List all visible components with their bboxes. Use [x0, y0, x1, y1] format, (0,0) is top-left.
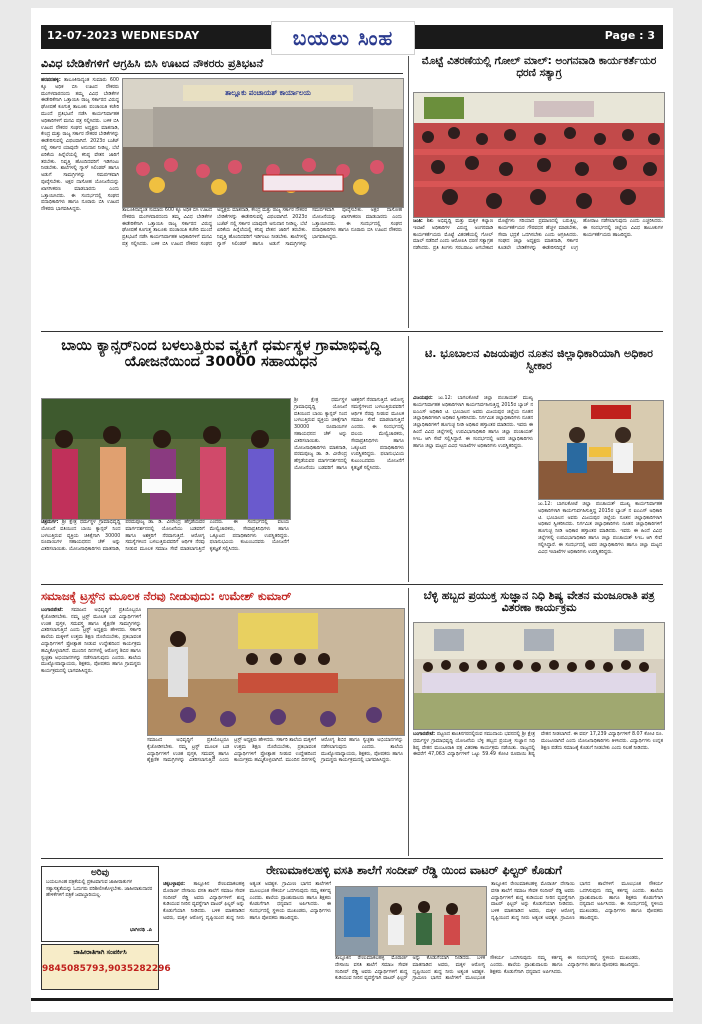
- divider: [41, 584, 663, 585]
- notice-title: ಅರಿವು: [90, 868, 110, 878]
- article-6-headline: ಬೆಳ್ಳಿ ಹಬ್ಬದ ಪ್ರಯುಕ್ತ ಸುಜ್ಞಾನ ನಿಧಿ ಶಿಷ್ಯ ವೇತನ ಮಂಜೂರಾತಿ ಪತ್ರ ವಿತರಣಾ ಕಾರ್ಯಕ್ರಮ: [423, 589, 655, 615]
- notice-signature: ಭಾಗೀರಥಿ .ಪಿ: [129, 927, 152, 933]
- photo-banner-text: ತಾಲ್ಲೂಕು ಪಂಚಾಯತ್ ಕಾರ್ಯಾಲಯ: [225, 89, 311, 97]
- article-5-body-col2: ಸಮಾಜದ ಅಭಿವೃದ್ಧಿಗೆ ಪ್ರತಿಯೊಬ್ಬರೂ ಕೈಜೋಡಿಸಬೇಕು. ನಮ್ಮ ಟ್ರಸ್ಟ್ ಮೂಲಕ ಬಡ ವಿದ್ಯಾರ್ಥಿಗಳಿಗೆ ಉಚಿತ ಪುಸ್ತಕ, ಸಮವಸ್ತ್ರ ಹಾಗೂ ಶೈಕ್ಷಣಿಕ ಸಾಮಗ್ರಿಗಳನ್ನು ವಿತರಿಸಲಾಗುತ್ತಿದೆ ಎಂದು ಟ್ರಸ್ಟ್ ಅಧ್ಯಕ್ಷರು ಹೇಳಿದರು. ಸರ್ಕಾರಿ ಶಾಲೆಯ ಮಕ್ಕಳಿಗೆ ಉತ್ತಮ ಶಿಕ್ಷಣ ದೊರೆಯಬೇಕು, ಪ್ರತಿಭಾವಂತ ವಿದ್ಯಾರ್ಥಿಗಳಿಗೆ ಪ್ರೋತ್ಸಾಹ ನೀಡುವ ಉದ್ದೇಶದಿಂದ ಕಾರ್ಯಕ್ರಮ ಹಮ್ಮಿಕೊಳ್ಳಲಾಗಿದೆ. ಮುಂದಿನ ದಿನಗಳಲ್ಲಿ ಆರೋಗ್ಯ ಶಿಬಿರ ಹಾಗೂ ಸ್ವಚ್ಛತಾ ಅಭಿಯಾನಗಳನ್ನು ನಡೆಸಲಾಗುವುದು ಎಂದರು. ಶಾಲೆಯ ಮುಖ್ಯೋಪಾಧ್ಯಾಯರು, ಶಿಕ್ಷಕರು, ಪೋಷಕರು ಹಾಗೂ ಗ್ರಾಮಸ್ಥರು ಕಾರ್ಯಕ್ರಮದಲ್ಲಿ ಭಾಗವಹಿಸಿದ್ದರು.: [147, 738, 403, 764]
- masthead-title: ಬಯಲು ಸಿಂಹ: [271, 21, 415, 55]
- article-2-headline: ಮೊಟ್ಟೆ ವಿತರಣೆಯಲ್ಲಿ ಗೋಲ್ ಮಾಲ್: ಅಂಗನವಾಡಿ ಕಾರ್ಯಕರ್ತೆಯರ ಧರಣಿ ಸತ್ಯಾಗ್ರ: [421, 55, 657, 79]
- article-7-body-col1: ಚಿಕ್ಕಬಳ್ಳಾಪುರ: ತಾಲ್ಲೂಕಿನ ರೇಣುಮಾಕಲಹಳ್ಳಿ ಮೊರಾರ್ಜಿ ದೇಸಾಯಿ ವಸತಿ ಶಾಲೆಗೆ ಸಮಾಜ ಸೇವಕ ಸಂದೀಪ್ ರೆಡ್ಡಿ ಅವರು ವಿದ್ಯಾರ್ಥಿಗಳಿಗೆ ಶುದ್ಧ ಕುಡಿಯುವ ನೀರಿನ ವ್ಯವಸ್ಥೆಗಾಗಿ ವಾಟರ್ ಫಿಲ್ಟರ್ ಅನ್ನು ಕೊಡುಗೆಯಾಗಿ ನೀಡಿದರು. ಬಳಿಕ ಮಾತನಾಡಿದ ಅವರು, ಮಕ್ಕಳ ಆರೋಗ್ಯ ದೃಷ್ಟಿಯಿಂದ ಶುದ್ಧ ನೀರು ಅತ್ಯಂತ ಅವಶ್ಯಕ. ಗ್ರಾಮೀಣ ಭಾಗದ ಶಾಲೆಗಳಿಗೆ ಮೂಲಭೂತ ಸೌಕರ್ಯ ಒದಗಿಸುವುದು ನಮ್ಮ ಕರ್ತವ್ಯ ಎಂದರು. ಶಾಲೆಯ ಪ್ರಾಂಶುಪಾಲರು ಹಾಗೂ ಶಿಕ್ಷಕರು ಕೊಡುಗೆಗಾಗಿ ಧನ್ಯವಾದ ಅರ್ಪಿಸಿದರು. ಈ ಸಂದರ್ಭದಲ್ಲಿ ಸ್ಥಳೀಯ ಮುಖಂಡರು, ವಿದ್ಯಾರ್ಥಿಗಳು ಹಾಗೂ ಪೋಷಕರು ಹಾಜರಿದ್ದರು.: [163, 882, 331, 921]
- article-1-headline: ವಿವಿಧ ಬೇಡಿಕೆಗಳಿಗೆ ಆಗ್ರಹಿಸಿ ಬಿಸಿ ಊಟದ ನೌಕರರು ಪ್ರತಿಭಟನೆ: [41, 57, 264, 70]
- page-number: Page : 3: [604, 29, 655, 42]
- article-1-body-col2: ತಾಲೂಕಿನಾದ್ಯಂತ ಸುಮಾರು 600 ಕ್ಕೂ ಅಧಿಕ ಬಿಸಿ ಊಟದ ನೌಕರರು ಮಂಗಳವಾರದಂದು ತಮ್ಮ ವಿವಿಧ ಬೇಡಿಕೆಗಳ ಈಡೇರಿಕೆಗಾಗಿ ಒತ್ತಾಯಿಸಿ ರಾಜ್ಯ ಸರ್ಕಾರದ ವಿರುದ್ಧ ಘೋಷಣೆ ಕೂಗುತ್ತ ತಾಲೂಕು ಪಂಚಾಯಿತಿ ಕಚೇರಿ ಮುಂದೆ ಪ್ರತಿಭಟನೆ ನಡೆಸಿ ಕಾರ್ಯನಿರ್ವಾಹಕ ಅಧಿಕಾರಿಗಳಿಗೆ ಮನವಿ ಪತ್ರ ಸಲ್ಲಿಸಿದರು. ಬಳಿಕ ಬಿಸಿ ಊಟದ ನೌಕರರ ಸಂಘದ ಅಧ್ಯಕ್ಷರು ಮಾತನಾಡಿ, ಕೇಂದ್ರ ಮತ್ತು ರಾಜ್ಯ ಸರ್ಕಾರ ನೌಕರರ ಬೇಡಿಕೆಗಳನ್ನು ಈಡೇರಿಸುವಲ್ಲಿ ವಿಫಲವಾಗಿದೆ. 2023ರ ಬಜೆಟ್ ನಲ್ಲಿ ಸರ್ಕಾರ ಯಾವುದೇ ಅನುದಾನ ನೀಡಿಲ್ಲ. ಬೆಲೆ ಏರಿಕೆಯ ಹಿನ್ನೆಲೆಯಲ್ಲಿ ಕನಿಷ್ಠ ವೇತನ ಜಾರಿಗೆ ತರಬೇಕು. ನಿವೃತ್ತಿ ಹೊಂದಿದವರಿಗೆ ಇಡಿಗಂಟು ನೀಡಬೇಕು. ಶಾಲೆಗಳಲ್ಲಿ ಗ್ಯಾಸ್ ಸಿಲಿಂಡರ್ ಹಾಗೂ ಅಡುಗೆ ಸಾಮಗ್ರಿಗಳನ್ನು ಸಮರ್ಪಕವಾಗಿ ಪೂರೈಸಬೇಕು. ಅಕ್ಷರ ದಾಸೋಹ ಯೋಜನೆಯನ್ನು ಖಾಸಗೀಕರಣ ಮಾಡಬಾರದು ಎಂದು ಒತ್ತಾಯಿಸಿದರು. ಈ ಸಂದರ್ಭದಲ್ಲಿ ಸಂಘದ ಪದಾಧಿಕಾರಿಗಳು ಹಾಗೂ ನೂರಾರು ಬಿಸಿ ಊಟದ ನೌಕರರು ಭಾಗವಹಿಸಿದ್ದರು.: [122, 208, 402, 247]
- article-6-photo: [413, 622, 665, 730]
- article-7-headline: ರೇಣುಮಾಕಲಹಳ್ಳಿ ವಸತಿ ಶಾಲೆಗೆ ಸಂದೀಪ್ ರೆಡ್ಡಿ ಯಿಂದ ವಾಟರ್ ಫಿಲ್ಟರ್ ಕೊಡುಗೆ: [266, 863, 562, 877]
- divider: [41, 331, 663, 332]
- column-divider: [408, 56, 409, 328]
- article-1-body-col1: ಹರಪನಹಳ್ಳಿ: ತಾಲೂಕಿನಾದ್ಯಂತ ಸುಮಾರು 600 ಕ್ಕೂ ಅಧಿಕ ಬಿಸಿ ಊಟದ ನೌಕರರು ಮಂಗಳವಾರದಂದು ತಮ್ಮ ವಿವಿಧ ಬೇಡಿಕೆಗಳ ಈಡೇರಿಕೆಗಾಗಿ ಒತ್ತಾಯಿಸಿ ರಾಜ್ಯ ಸರ್ಕಾರದ ವಿರುದ್ಧ ಘೋಷಣೆ ಕೂಗುತ್ತ ತಾಲೂಕು ಪಂಚಾಯಿತಿ ಕಚೇರಿ ಮುಂದೆ ಪ್ರತಿಭಟನೆ ನಡೆಸಿ ಕಾರ್ಯನಿರ್ವಾಹಕ ಅಧಿಕಾರಿಗಳಿಗೆ ಮನವಿ ಪತ್ರ ಸಲ್ಲಿಸಿದರು. ಬಳಿಕ ಬಿಸಿ ಊಟದ ನೌಕರರ ಸಂಘದ ಅಧ್ಯಕ್ಷರು ಮಾತನಾಡಿ, ಕೇಂದ್ರ ಮತ್ತು ರಾಜ್ಯ ಸರ್ಕಾರ ನೌಕರರ ಬೇಡಿಕೆಗಳನ್ನು ಈಡೇರಿಸುವಲ್ಲಿ ವಿಫಲವಾಗಿದೆ. 2023ರ ಬಜೆಟ್ ನಲ್ಲಿ ಸರ್ಕಾರ ಯಾವುದೇ ಅನುದಾನ ನೀಡಿಲ್ಲ. ಬೆಲೆ ಏರಿಕೆಯ ಹಿನ್ನೆಲೆಯಲ್ಲಿ ಕನಿಷ್ಠ ವೇತನ ಜಾರಿಗೆ ತರಬೇಕು. ನಿವೃತ್ತಿ ಹೊಂದಿದವರಿಗೆ ಇಡಿಗಂಟು ನೀಡಬೇಕು. ಶಾಲೆಗಳಲ್ಲಿ ಗ್ಯಾಸ್ ಸಿಲಿಂಡರ್ ಹಾಗೂ ಅಡುಗೆ ಸಾಮಗ್ರಿಗಳನ್ನು ಸಮರ್ಪಕವಾಗಿ ಪೂರೈಸಬೇಕು. ಅಕ್ಷರ ದಾಸೋಹ ಯೋಜನೆಯನ್ನು ಖಾಸಗೀಕರಣ ಮಾಡಬಾರದು ಎಂದು ಒತ್ತಾಯಿಸಿದರು. ಈ ಸಂದರ್ಭದಲ್ಲಿ ಸಂಘದ ಪದಾಧಿಕಾರಿಗಳು ಹಾಗೂ ನೂರಾರು ಬಿಸಿ ಊಟದ ನೌಕರರು ಭಾಗವಹಿಸಿದ್ದರು.: [41, 78, 119, 213]
- divider: [41, 858, 663, 859]
- newspaper-page: [31, 8, 673, 1012]
- column-divider: [408, 588, 409, 856]
- article-5-body-col1: ಬಂಗಾರಪೇಟೆ: ಸಮಾಜದ ಅಭಿವೃದ್ಧಿಗೆ ಪ್ರತಿಯೊಬ್ಬರೂ ಕೈಜೋಡಿಸಬೇಕು. ನಮ್ಮ ಟ್ರಸ್ಟ್ ಮೂಲಕ ಬಡ ವಿದ್ಯಾರ್ಥಿಗಳಿಗೆ ಉಚಿತ ಪುಸ್ತಕ, ಸಮವಸ್ತ್ರ ಹಾಗೂ ಶೈಕ್ಷಣಿಕ ಸಾಮಗ್ರಿಗಳನ್ನು ವಿತರಿಸಲಾಗುತ್ತಿದೆ ಎಂದು ಟ್ರಸ್ಟ್ ಅಧ್ಯಕ್ಷರು ಹೇಳಿದರು. ಸರ್ಕಾರಿ ಶಾಲೆಯ ಮಕ್ಕಳಿಗೆ ಉತ್ತಮ ಶಿಕ್ಷಣ ದೊರೆಯಬೇಕು, ಪ್ರತಿಭಾವಂತ ವಿದ್ಯಾರ್ಥಿಗಳಿಗೆ ಪ್ರೋತ್ಸಾಹ ನೀಡುವ ಉದ್ದೇಶದಿಂದ ಕಾರ್ಯಕ್ರಮ ಹಮ್ಮಿಕೊಳ್ಳಲಾಗಿದೆ. ಮುಂದಿನ ದಿನಗಳಲ್ಲಿ ಆರೋಗ್ಯ ಶಿಬಿರ ಹಾಗೂ ಸ್ವಚ್ಛತಾ ಅಭಿಯಾನಗಳನ್ನು ನಡೆಸಲಾಗುವುದು ಎಂದರು. ಶಾಲೆಯ ಮುಖ್ಯೋಪಾಧ್ಯಾಯರು, ಶಿಕ್ಷಕರು, ಪೋಷಕರು ಹಾಗೂ ಗ್ರಾಮಸ್ಥರು ಕಾರ್ಯಕ್ರಮದಲ್ಲಿ ಭಾಗವಹಿಸಿದ್ದರು.: [41, 608, 141, 675]
- divider: [41, 73, 403, 74]
- ad-title: ಜಾಹೀರಾತಿಗಾಗಿ ಸಂಪರ್ಕಿಸಿ: [73, 948, 127, 956]
- footer-band: [31, 998, 673, 1001]
- article-6-body: ಬಂಗಾರಪೇಟೆ: ಪಟ್ಟಣದ ಶಾಂತಿನಗರದಲ್ಲಿರುವ ಸಮುದಾಯ ಭವನದಲ್ಲಿ ಶ್ರೀ ಕ್ಷೇತ್ರ ಧರ್ಮಸ್ಥಳ ಗ್ರಾಮಾಭಿವೃದ್ಧಿ ಯೋಜನೆಯ ಬೆಳ್ಳಿ ಹಬ್ಬದ ಪ್ರಯುಕ್ತ ಸುಜ್ಞಾನ ನಿಧಿ ಶಿಷ್ಯ ವೇತನ ಮಂಜೂರಾತಿ ಪತ್ರ ವಿತರಣಾ ಕಾರ್ಯಕ್ರಮ ನಡೆಯಿತು. ರಾಜ್ಯದಲ್ಲಿ ಈವರೆಗೆ 47,063 ವಿದ್ಯಾರ್ಥಿಗಳಿಗೆ ಒಟ್ಟು 59.49 ಕೋಟಿ ರೂಪಾಯಿ ಶಿಷ್ಯ ವೇತನ ನೀಡಲಾಗಿದೆ. ಈ ವರ್ಷ 17,239 ವಿದ್ಯಾರ್ಥಿಗಳಿಗೆ 8.07 ಕೋಟಿ ರೂ. ಮಂಜೂರಾಗಿದೆ ಎಂದು ಯೋಜನಾಧಿಕಾರಿಗಳು ತಿಳಿಸಿದರು. ವಿದ್ಯಾರ್ಥಿಗಳು ಉನ್ನತ ಶಿಕ್ಷಣ ಪಡೆದು ಸಮಾಜಕ್ಕೆ ಕೊಡುಗೆ ನೀಡಬೇಕು ಎಂದು ಸಲಹೆ ನೀಡಿದರು.: [413, 732, 663, 758]
- article-4-body-col1: ವಿಜಯಪುರ: ಜು.12: ಬಾಗಲಕೋಟೆ ಜಿಲ್ಲಾ ಪಂಚಾಯತ್ ಮುಖ್ಯ ಕಾರ್ಯನಿರ್ವಾಹಕ ಅಧಿಕಾರಿಗಳಾಗಿ ಕಾರ್ಯನಿರ್ವಹಿಸುತ್ತಿದ್ದ 2015ರ ಬ್ಯಾಚ್ ನ ಐಎಎಸ್ ಅಧಿಕಾರಿ ಟಿ. ಭೂಬಾಲನ ಅವರು ವಿಜಯಪುರ ಜಿಲ್ಲೆಯ ನೂತನ ಜಿಲ್ಲಾಧಿಕಾರಿಗಳಾಗಿ ಅಧಿಕಾರ ಸ್ವೀಕರಿಸಿದರು. ನಿರ್ಗಮಿತ ಜಿಲ್ಲಾಧಿಕಾರಿಗಳು ನೂತನ ಜಿಲ್ಲಾಧಿಕಾರಿಗಳಿಗೆ ಹೂಗುಚ್ಛ ನೀಡಿ ಅಧಿಕಾರ ಹಸ್ತಾಂತರ ಮಾಡಿದರು. ಇವರು ಈ ಹಿಂದೆ ವಿವಿಧ ಜಿಲ್ಲೆಗಳಲ್ಲಿ ಉಪವಿಭಾಗಾಧಿಕಾರಿ ಹಾಗೂ ಜಿಲ್ಲಾ ಪಂಚಾಯತ್ ಸಿಇಒ ಆಗಿ ಸೇವೆ ಸಲ್ಲಿಸಿದ್ದಾರೆ. ಈ ಸಂದರ್ಭದಲ್ಲಿ ಅಪರ ಜಿಲ್ಲಾಧಿಕಾರಿಗಳು ಹಾಗೂ ಜಿಲ್ಲಾ ಮಟ್ಟದ ವಿವಿಧ ಇಲಾಖೆಗಳ ಅಧಿಕಾರಿಗಳು ಉಪಸ್ಥಿತರಿದ್ದರು.: [413, 396, 533, 449]
- article-3-body-col1: ಚಿತ್ರದುರ್ಗ: ಶ್ರೀ ಕ್ಷೇತ್ರ ಧರ್ಮಸ್ಥಳ ಗ್ರಾಮಾಭಿವೃದ್ಧಿ ಯೋಜನೆ ವತಿಯಿಂದ ಬಾಯಿ ಕ್ಯಾನ್ಸರ್ ನಿಂದ ಬಳಲುತ್ತಿರುವ ವ್ಯಕ್ತಿಯ ಚಿಕಿತ್ಸೆಗಾಗಿ 30000 ರೂಪಾಯಿಗಳ ಸಹಾಯಧನದ ಚೆಕ್ ಅನ್ನು ವಿತರಿಸಲಾಯಿತು. ಯೋಜನಾಧಿಕಾರಿಗಳು ಮಾತನಾಡಿ, ಪರಮಪೂಜ್ಯ ಡಾ. ಡಿ. ವೀರೇಂದ್ರ ಹೆಗ್ಗಡೆಯವರ ಮಾರ್ಗದರ್ಶನದಲ್ಲಿ ಯೋಜನೆಯು ಬಡವರಿಗೆ ಹಾಗೂ ಅಶಕ್ತರಿಗೆ ನೆರವಾಗುತ್ತಿದೆ. ಆರೋಗ್ಯ ಸಮಸ್ಯೆಗಳಿಂದ ಬಳಲುತ್ತಿರುವವರಿಗೆ ಆರ್ಥಿಕ ನೆರವು ನೀಡುವ ಮೂಲಕ ಸಮಾಜ ಸೇವೆ ಮಾಡಲಾಗುತ್ತಿದೆ ಎಂದರು. ಈ ಸಂದರ್ಭದಲ್ಲಿ ವಲಯ ಮೇಲ್ವಿಚಾರಕರು, ಸೇವಾಪ್ರತಿನಿಧಿಗಳು ಹಾಗೂ ಒಕ್ಕೂಟದ ಪದಾಧಿಕಾರಿಗಳು ಉಪಸ್ಥಿತರಿದ್ದರು. ಫಲಾನುಭವಿಯ ಕುಟುಂಬದವರು ಯೋಜನೆಗೆ ಕೃತಜ್ಞತೆ ಸಲ್ಲಿಸಿದರು.: [41, 520, 289, 553]
- article-4-headline: ಟಿ. ಭೂಬಾಲನ ವಿಜಯಪುರ ನೂತನ ಜಿಲ್ಲಾಧಿಕಾರಿಯಾಗಿ ಅಧಿಕಾರ ಸ್ವೀಕಾರ: [425, 347, 653, 373]
- article-3-body-col2: ಶ್ರೀ ಕ್ಷೇತ್ರ ಧರ್ಮಸ್ಥಳ ಗ್ರಾಮಾಭಿವೃದ್ಧಿ ಯೋಜನೆ ವತಿಯಿಂದ ಬಾಯಿ ಕ್ಯಾನ್ಸರ್ ನಿಂದ ಬಳಲುತ್ತಿರುವ ವ್ಯಕ್ತಿಯ ಚಿಕಿತ್ಸೆಗಾಗಿ 30000 ರೂಪಾಯಿಗಳ ಸಹಾಯಧನದ ಚೆಕ್ ಅನ್ನು ವಿತರಿಸಲಾಯಿತು. ಯೋಜನಾಧಿಕಾರಿಗಳು ಮಾತನಾಡಿ, ಪರಮಪೂಜ್ಯ ಡಾ. ಡಿ. ವೀರೇಂದ್ರ ಹೆಗ್ಗಡೆಯವರ ಮಾರ್ಗದರ್ಶನದಲ್ಲಿ ಯೋಜನೆಯು ಬಡವರಿಗೆ ಹಾಗೂ ಅಶಕ್ತರಿಗೆ ನೆರವಾಗುತ್ತಿದೆ. ಆರೋಗ್ಯ ಸಮಸ್ಯೆಗಳಿಂದ ಬಳಲುತ್ತಿರುವವರಿಗೆ ಆರ್ಥಿಕ ನೆರವು ನೀಡುವ ಮೂಲಕ ಸಮಾಜ ಸೇವೆ ಮಾಡಲಾಗುತ್ತಿದೆ ಎಂದರು. ಈ ಸಂದರ್ಭದಲ್ಲಿ ವಲಯ ಮೇಲ್ವಿಚಾರಕರು, ಸೇವಾಪ್ರತಿನಿಧಿಗಳು ಹಾಗೂ ಒಕ್ಕೂಟದ ಪದಾಧಿಕಾರಿಗಳು ಉಪಸ್ಥಿತರಿದ್ದರು. ಫಲಾನುಭವಿಯ ಕುಟುಂಬದವರು ಯೋಜನೆಗೆ ಕೃತಜ್ಞತೆ ಸಲ್ಲಿಸಿದರು.: [294, 398, 404, 471]
- article-5-photo: [147, 608, 405, 736]
- column-divider: [408, 336, 409, 582]
- article-7-photo: [335, 886, 487, 956]
- issue-date: 12-07-2023 WEDNESDAY: [47, 29, 200, 42]
- article-2-photo: [413, 92, 665, 218]
- ad-box: [41, 944, 171, 990]
- article-7-body-col2: ತಾಲ್ಲೂಕಿನ ರೇಣುಮಾಕಲಹಳ್ಳಿ ಮೊರಾರ್ಜಿ ದೇಸಾಯಿ ವಸತಿ ಶಾಲೆಗೆ ಸಮಾಜ ಸೇವಕ ಸಂದೀಪ್ ರೆಡ್ಡಿ ಅವರು ವಿದ್ಯಾರ್ಥಿಗಳಿಗೆ ಶುದ್ಧ ಕುಡಿಯುವ ನೀರಿನ ವ್ಯವಸ್ಥೆಗಾಗಿ ವಾಟರ್ ಫಿಲ್ಟರ್ ಅನ್ನು ಕೊಡುಗೆಯಾಗಿ ನೀಡಿದರು. ಬಳಿಕ ಮಾತನಾಡಿದ ಅವರು, ಮಕ್ಕಳ ಆರೋಗ್ಯ ದೃಷ್ಟಿಯಿಂದ ಶುದ್ಧ ನೀರು ಅತ್ಯಂತ ಅವಶ್ಯಕ. ಗ್ರಾಮೀಣ ಭಾಗದ ಶಾಲೆಗಳಿಗೆ ಮೂಲಭೂತ ಸೌಕರ್ಯ ಒದಗಿಸುವುದು ನಮ್ಮ ಕರ್ತವ್ಯ ಎಂದರು. ಶಾಲೆಯ ಪ್ರಾಂಶುಪಾಲರು ಹಾಗೂ ಶಿಕ್ಷಕರು ಕೊಡುಗೆಗಾಗಿ ಧನ್ಯವಾದ ಅರ್ಪಿಸಿದರು. ಈ ಸಂದರ್ಭದಲ್ಲಿ ಸ್ಥಳೀಯ ಮುಖಂಡರು, ವಿದ್ಯಾರ್ಥಿಗಳು ಹಾಗೂ ಪೋಷಕರು ಹಾಜರಿದ್ದರು.: [335, 956, 640, 982]
- article-4-photo: [538, 400, 664, 500]
- article-7-body-col3: ತಾಲ್ಲೂಕಿನ ರೇಣುಮಾಕಲಹಳ್ಳಿ ಮೊರಾರ್ಜಿ ದೇಸಾಯಿ ವಸತಿ ಶಾಲೆಗೆ ಸಮಾಜ ಸೇವಕ ಸಂದೀಪ್ ರೆಡ್ಡಿ ಅವರು ವಿದ್ಯಾರ್ಥಿಗಳಿಗೆ ಶುದ್ಧ ಕುಡಿಯುವ ನೀರಿನ ವ್ಯವಸ್ಥೆಗಾಗಿ ವಾಟರ್ ಫಿಲ್ಟರ್ ಅನ್ನು ಕೊಡುಗೆಯಾಗಿ ನೀಡಿದರು. ಬಳಿಕ ಮಾತನಾಡಿದ ಅವರು, ಮಕ್ಕಳ ಆರೋಗ್ಯ ದೃಷ್ಟಿಯಿಂದ ಶುದ್ಧ ನೀರು ಅತ್ಯಂತ ಅವಶ್ಯಕ. ಗ್ರಾಮೀಣ ಭಾಗದ ಶಾಲೆಗಳಿಗೆ ಮೂಲಭೂತ ಸೌಕರ್ಯ ಒದಗಿಸುವುದು ನಮ್ಮ ಕರ್ತವ್ಯ ಎಂದರು. ಶಾಲೆಯ ಪ್ರಾಂಶುಪಾಲರು ಹಾಗೂ ಶಿಕ್ಷಕರು ಕೊಡುಗೆಗಾಗಿ ಧನ್ಯವಾದ ಅರ್ಪಿಸಿದರು. ಈ ಸಂದರ್ಭದಲ್ಲಿ ಸ್ಥಳೀಯ ಮುಖಂಡರು, ವಿದ್ಯಾರ್ಥಿಗಳು ಹಾಗೂ ಪೋಷಕರು ಹಾಜರಿದ್ದರು.: [491, 882, 663, 921]
- article-1-photo: [122, 78, 404, 208]
- article-3-photo: [41, 398, 291, 520]
- notice-text: ಬಯಲುಸಿಂಹ ಪತ್ರಿಕೆಯಲ್ಲಿ ಪ್ರಕಟವಾಗುವ ಜಾಹೀರಾತುಗಳ ಸತ್ಯಾಸತ್ಯತೆಯನ್ನು ಓದುಗರು ಪರಿಶೀಲಿಸಿಕೊಳ್ಳಬೇಕು. ಜಾಹೀರಾತುದಾರರ ಹೇಳಿಕೆಗಳಿಗೆ ಪತ್ರಿಕೆ ಜವಾಬ್ದಾರಿಯಲ್ಲ.: [46, 880, 153, 899]
- article-2-body: ಜಂತಿ: ಶಿಶು ಅಭಿವೃದ್ಧಿ ಮತ್ತು ಮಕ್ಕಳ ಕಲ್ಯಾಣ ಇಲಾಖೆ ಅಧಿಕಾರಿಗಳ ವಿರುದ್ಧ ಅಂಗನವಾಡಿ ಕಾರ್ಯಕರ್ತೆಯರು ಮೊಟ್ಟೆ ವಿತರಣೆಯಲ್ಲಿ ಗೋಲ್ ಮಾಲ್ ನಡೆದಿದೆ ಎಂದು ಆರೋಪಿಸಿ ಧರಣಿ ಸತ್ಯಾಗ್ರಹ ನಡೆಸಿದರು. ಪ್ರತಿ ತಿಂಗಳು ಸರಬರಾಜು ಆಗಬೇಕಾದ ಮೊಟ್ಟೆಗಳು ಸರಿಯಾದ ಪ್ರಮಾಣದಲ್ಲಿ ಬರುತ್ತಿಲ್ಲ. ಕಾರ್ಯಕರ್ತೆಯರ ಗೌರವಧನ ಹೆಚ್ಚಳ ಮಾಡಬೇಕು, ಸೇವಾ ಭದ್ರತೆ ಒದಗಿಸಬೇಕು ಎಂದು ಆಗ್ರಹಿಸಿದರು. ಸಂಘದ ಜಿಲ್ಲಾ ಅಧ್ಯಕ್ಷರು ಮಾತನಾಡಿ, ಸರ್ಕಾರ ಕೂಡಲೇ ಬೇಡಿಕೆಗಳನ್ನು ಈಡೇರಿಸದಿದ್ದರೆ ಉಗ್ರ ಹೋರಾಟ ನಡೆಸಲಾಗುವುದು ಎಂದು ಎಚ್ಚರಿಸಿದರು. ಈ ಸಂದರ್ಭದಲ್ಲಿ ಜಿಲ್ಲೆಯ ವಿವಿಧ ತಾಲೂಕುಗಳ ಕಾರ್ಯಕರ್ತೆಯರು ಹಾಜರಿದ್ದರು.: [413, 219, 663, 252]
- article-5-headline: ಸಮಾಜಕ್ಕೆ ಟ್ರಸ್ಟ್‌ನ ಮೂಲಕ ನೆರವು ನೀಡುವುದು: ಉಮೇಶ್ ಕುಮಾರ್: [41, 589, 292, 603]
- notice-box: [41, 866, 159, 942]
- article-4-body-col2: ಜು.12: ಬಾಗಲಕೋಟೆ ಜಿಲ್ಲಾ ಪಂಚಾಯತ್ ಮುಖ್ಯ ಕಾರ್ಯನಿರ್ವಾಹಕ ಅಧಿಕಾರಿಗಳಾಗಿ ಕಾರ್ಯನಿರ್ವಹಿಸುತ್ತಿದ್ದ 2015ರ ಬ್ಯಾಚ್ ನ ಐಎಎಸ್ ಅಧಿಕಾರಿ ಟಿ. ಭೂಬಾಲನ ಅವರು ವಿಜಯಪುರ ಜಿಲ್ಲೆಯ ನೂತನ ಜಿಲ್ಲಾಧಿಕಾರಿಗಳಾಗಿ ಅಧಿಕಾರ ಸ್ವೀಕರಿಸಿದರು. ನಿರ್ಗಮಿತ ಜಿಲ್ಲಾಧಿಕಾರಿಗಳು ನೂತನ ಜಿಲ್ಲಾಧಿಕಾರಿಗಳಿಗೆ ಹೂಗುಚ್ಛ ನೀಡಿ ಅಧಿಕಾರ ಹಸ್ತಾಂತರ ಮಾಡಿದರು. ಇವರು ಈ ಹಿಂದೆ ವಿವಿಧ ಜಿಲ್ಲೆಗಳಲ್ಲಿ ಉಪವಿಭಾಗಾಧಿಕಾರಿ ಹಾಗೂ ಜಿಲ್ಲಾ ಪಂಚಾಯತ್ ಸಿಇಒ ಆಗಿ ಸೇವೆ ಸಲ್ಲಿಸಿದ್ದಾರೆ. ಈ ಸಂದರ್ಭದಲ್ಲಿ ಅಪರ ಜಿಲ್ಲಾಧಿಕಾರಿಗಳು ಹಾಗೂ ಜಿಲ್ಲಾ ಮಟ್ಟದ ವಿವಿಧ ಇಲಾಖೆಗಳ ಅಧಿಕಾರಿಗಳು ಉಪಸ್ಥಿತರಿದ್ದರು.: [538, 502, 662, 555]
- article-3-headline: ಬಾಯಿ ಕ್ಯಾನ್ಸರ್‌ನಿಂದ ಬಳಲುತ್ತಿರುವ ವ್ಯಕ್ತಿಗೆ ಧರ್ಮಸ್ಥಳ ಗ್ರಾಮಾಭಿವೃದ್ಧಿ ಯೋಜನೆಯಿಂದ 30000 ಸಹಾಯಧನ: [61, 337, 381, 371]
- ad-phone: 9845085793,9035282296: [42, 964, 171, 974]
